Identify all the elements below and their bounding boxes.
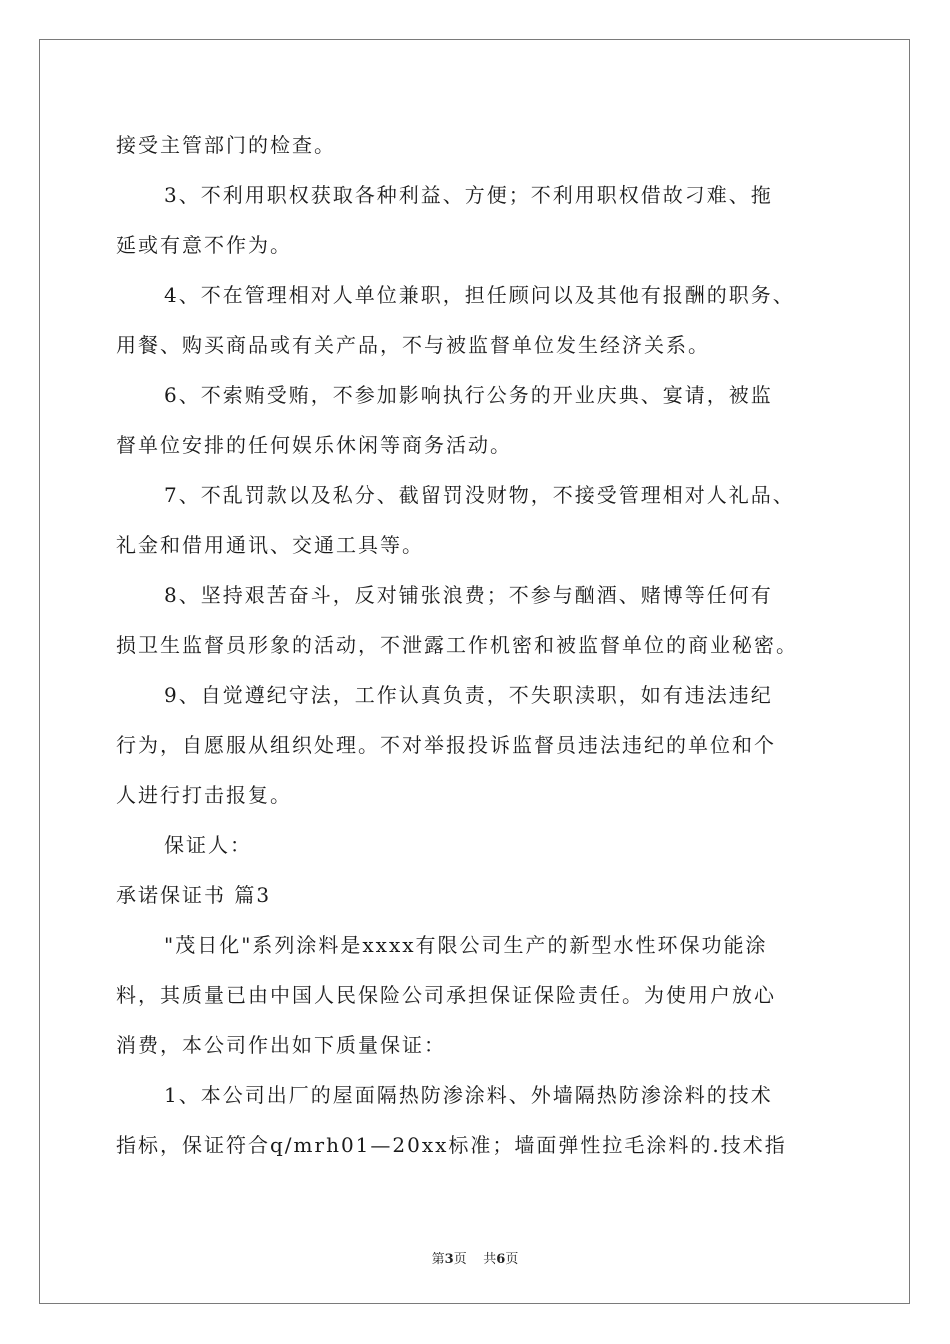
page-prefix: 第 xyxy=(431,1252,445,1267)
document-body xyxy=(116,130,836,1180)
text-line: 礼金和借用通讯、交通工具等。 xyxy=(116,533,424,557)
text-line: 延或有意不作为。 xyxy=(116,233,292,257)
text-line: 督单位安排的任何娱乐休闲等商务活动。 xyxy=(116,433,512,457)
text-line: "茂日化"系列涂料是xxxx有限公司生产的新型水性环保功能涂 xyxy=(164,933,768,957)
page-total: 6 xyxy=(496,1252,506,1267)
total-prefix: 共 xyxy=(483,1252,497,1267)
text-line: 损卫生监督员形象的活动，不泄露工作机密和被监督单位的商业秘密。 xyxy=(116,633,798,657)
text-line: 4、不在管理相对人单位兼职，担任顾问以及其他有报酬的职务、 xyxy=(164,283,795,307)
section-heading: 承诺保证书 篇3 xyxy=(116,883,272,907)
text-line: 9、自觉遵纪守法，工作认真负责，不失职渎职，如有违法违纪 xyxy=(164,683,773,707)
text-line: 料，其质量已由中国人民保险公司承担保证保险责任。为使用户放心 xyxy=(116,983,776,1007)
guarantor-label: 保证人： xyxy=(164,833,252,857)
text-line: 6、不索贿受贿，不参加影响执行公务的开业庆典、宴请，被监 xyxy=(164,383,773,407)
page-suffix: 页 xyxy=(453,1252,467,1267)
total-suffix: 页 xyxy=(505,1252,519,1267)
text-line: 人进行打击报复。 xyxy=(116,783,292,807)
text-line: 1、本公司出厂的屋面隔热防渗涂料、外墙隔热防渗涂料的技术 xyxy=(164,1083,773,1107)
text-line: 3、不利用职权获取各种利益、方便；不利用职权借故刁难、拖 xyxy=(164,183,773,207)
text-line: 行为，自愿服从组织处理。不对举报投诉监督员违法违纪的单位和个 xyxy=(116,733,776,757)
text-line: 接受主管部门的检查。 xyxy=(116,133,336,157)
text-line: 7、不乱罚款以及私分、截留罚没财物，不接受管理相对人礼品、 xyxy=(164,483,795,507)
text-line: 8、坚持艰苦奋斗，反对铺张浪费；不参与酗酒、赌博等任何有 xyxy=(164,583,773,607)
page-footer xyxy=(0,1248,950,1267)
text-line: 指标，保证符合q/mrh01—20xx标准；墙面弹性拉毛涂料的.技术指 xyxy=(116,1133,787,1157)
page-current: 3 xyxy=(444,1252,454,1267)
text-line: 用餐、购买商品或有关产品，不与被监督单位发生经济关系。 xyxy=(116,333,710,357)
text-line: 消费，本公司作出如下质量保证： xyxy=(116,1033,446,1057)
